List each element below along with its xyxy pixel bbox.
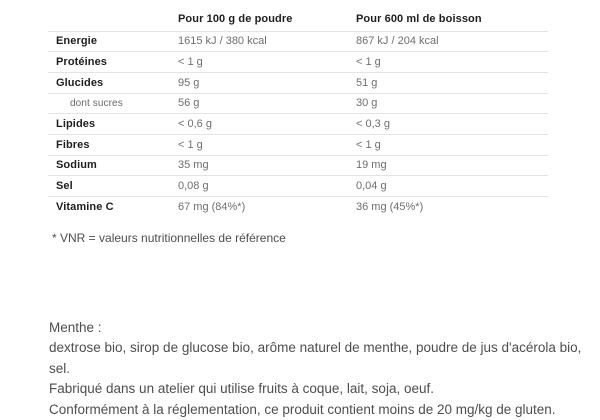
- nutrition-table: [48, 8, 548, 218]
- vnr-footnote: * VNR = valeurs nutritionnelles de référence: [52, 231, 286, 245]
- table-row: [48, 94, 548, 115]
- row-value-per-100g: 67 mg (84%*): [178, 201, 246, 214]
- row-label: Vitamine C: [56, 201, 114, 214]
- header-per-600ml: Pour 600 ml de boisson: [356, 13, 482, 26]
- row-value-per-100g: 1615 kJ / 380 kcal: [178, 35, 267, 48]
- row-label: dont sucres: [70, 97, 123, 109]
- table-row: [48, 197, 548, 218]
- gluten-line: Conformément à la réglementation, ce produit contient moins de 20 mg/kg de gluten.: [49, 401, 556, 417]
- header-per-100g: Pour 100 g de poudre: [178, 13, 293, 26]
- table-row: [48, 32, 548, 53]
- row-label: Energie: [56, 35, 98, 48]
- table-row: [48, 176, 548, 197]
- row-value-per-600ml: 30 g: [356, 97, 378, 110]
- row-label: Sodium: [56, 159, 97, 172]
- nutrition-table-body: [48, 32, 548, 218]
- row-label: Protéines: [56, 56, 108, 69]
- row-value-per-100g: 35 mg: [178, 159, 209, 172]
- row-value-per-600ml: < 1 g: [356, 56, 381, 69]
- allergen-line: Fabriqué dans un atelier qui utilise fruits à coque, lait, soja, oeuf.: [49, 381, 434, 397]
- table-row: [48, 114, 548, 135]
- row-value-per-600ml: 36 mg (45%*): [356, 201, 424, 214]
- row-value-per-100g: 0,08 g: [178, 180, 209, 193]
- row-value-per-600ml: 0,04 g: [356, 180, 387, 193]
- table-row: [48, 156, 548, 177]
- flavor-heading: Menthe :: [49, 320, 102, 335]
- row-value-per-600ml: < 0,3 g: [356, 118, 390, 131]
- row-label: Sel: [56, 180, 73, 193]
- table-row: [48, 52, 548, 73]
- ingredients-line: dextrose bio, sirop de glucose bio, arôme naturel de menthe, poudre de jus d'acérola bio, sel.: [49, 340, 582, 376]
- ingredients-block: [49, 318, 600, 420]
- row-label: Glucides: [56, 76, 104, 89]
- row-value-per-100g: 95 g: [178, 76, 200, 89]
- row-value-per-100g: < 1 g: [178, 56, 203, 69]
- row-value-per-600ml: 19 mg: [356, 159, 387, 172]
- row-label: Lipides: [56, 118, 96, 131]
- row-value-per-600ml: 867 kJ / 204 kcal: [356, 35, 439, 48]
- row-value-per-600ml: < 1 g: [356, 138, 381, 151]
- row-value-per-100g: 56 g: [178, 97, 200, 110]
- row-label: Fibres: [56, 138, 90, 151]
- table-row: [48, 135, 548, 156]
- nutrition-table-header-row: [48, 8, 548, 32]
- row-value-per-100g: < 1 g: [178, 138, 203, 151]
- row-value-per-100g: < 0,6 g: [178, 118, 212, 131]
- row-value-per-600ml: 51 g: [356, 76, 378, 89]
- table-row: [48, 73, 548, 94]
